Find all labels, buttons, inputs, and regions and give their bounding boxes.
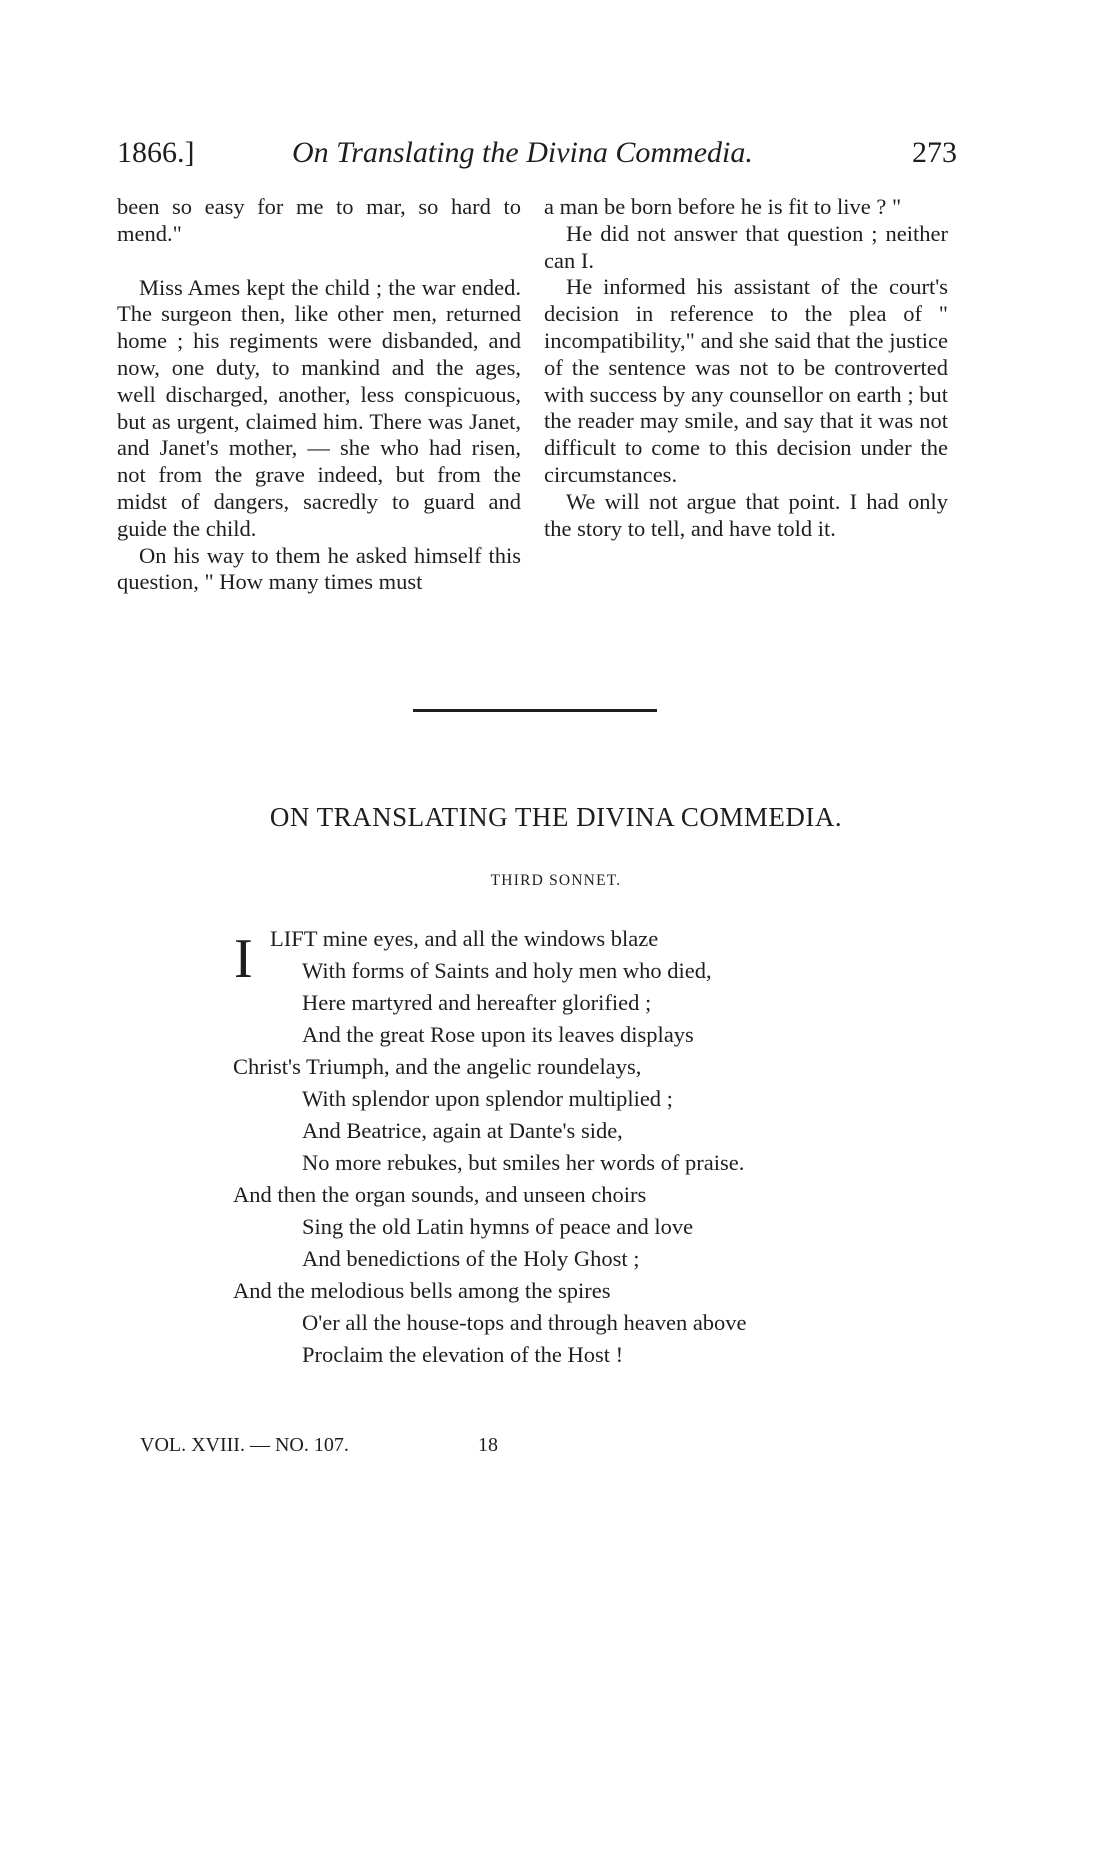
signature-mark: 18 [478, 1434, 498, 1456]
poem-line-3: Here martyred and hereafter glorified ; [302, 990, 652, 1015]
poem-line-11: And benedictions of the Holy Ghost ; [302, 1246, 640, 1271]
right-paragraph-3: He informed his assistant of the court's decision in reference to the plea of " incompatibility," and she said that the justice of the sentence was not to be controverted with success by any counsellor on earth ; but the reader may smile, and say that it was not difficult to come to this decision under the circumstances. [544, 274, 948, 487]
left-paragraph-3: On his way to them he asked himself this question, " How many times must [117, 542, 521, 595]
poem-line-6: With splendor upon splendor multiplied ; [302, 1086, 673, 1111]
poem-line-5: Christ's Triumph, and the angelic roundelays, [233, 1054, 642, 1079]
poem-line-8: No more rebukes, but smiles her words of praise. [302, 1150, 745, 1175]
right-column [544, 194, 948, 542]
header-year: 1866.] [117, 136, 195, 169]
running-header [117, 136, 957, 176]
poem-line-14: Proclaim the elevation of the Host ! [302, 1342, 624, 1367]
left-paragraph-2: Miss Ames kept the child ; the war ended. The surgeon then, like other men, returned home ; his regiments were disbanded, and now, one duty, to mankind and the ages, well discharged, another, less conspicuous, but as urgent, claimed him. There was Janet, and Janet's mother, — she who had risen, not from the grave indeed, but from the midst of dangers, sacredly to guard and guide the child. [117, 274, 521, 541]
poem-line-7: And Beatrice, again at Dante's side, [302, 1118, 623, 1143]
drop-cap: I [234, 928, 253, 990]
right-paragraph-2: He did not answer that question ; neither can I. [544, 220, 948, 273]
section-divider [413, 709, 657, 712]
poem-line-13: O'er all the house-tops and through heaven above [302, 1310, 747, 1335]
left-paragraph-1: been so easy for me to mar, so hard to mend." [117, 194, 521, 246]
volume-number: VOL. XVIII. — NO. 107. [140, 1434, 349, 1456]
poem-line-4: And the great Rose upon its leaves displays [302, 1022, 694, 1047]
page-number: 273 [912, 136, 957, 169]
poem-line-12: And the melodious bells among the spires [233, 1278, 611, 1303]
poem-line-2: With forms of Saints and holy men who died, [302, 958, 712, 983]
left-column [117, 194, 521, 596]
running-title: On Translating the Divina Commedia. [292, 136, 753, 169]
poem-subtitle: THIRD SONNET. [490, 872, 622, 889]
poem-line-1: LIFT mine eyes, and all the windows blaze [270, 926, 659, 951]
right-paragraph-4: We will not argue that point. I had only the story to tell, and have told it. [544, 488, 948, 541]
poem-line-10: Sing the old Latin hymns of peace and love [302, 1214, 694, 1239]
poem-title: ON TRANSLATING THE DIVINA COMMEDIA. [269, 802, 843, 832]
poem-line-9: And then the organ sounds, and unseen choirs [233, 1182, 647, 1207]
right-paragraph-1: a man be born before he is fit to live ? " [544, 194, 902, 219]
